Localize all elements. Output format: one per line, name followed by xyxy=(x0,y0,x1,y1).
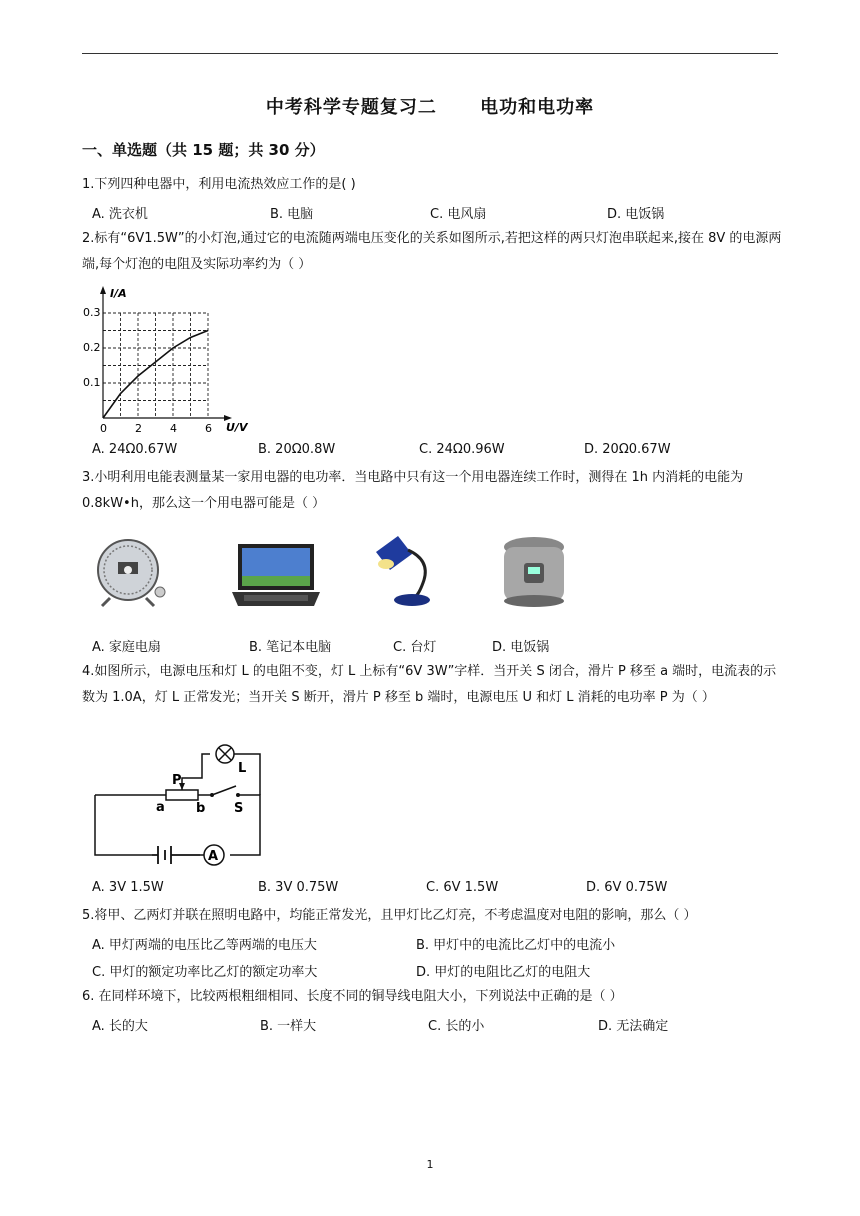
switch-blade xyxy=(212,786,236,795)
option-c[interactable]: C. 24Ω0.96W xyxy=(419,442,505,457)
option-c[interactable]: C. 6V 1.5W xyxy=(426,880,499,895)
battery-symbol xyxy=(152,846,200,864)
option-a[interactable]: A. 家庭电扇 xyxy=(92,640,161,655)
label-p: P xyxy=(172,773,182,788)
desk-lamp-image xyxy=(368,530,438,610)
title-part2: 电功和电功率 xyxy=(480,97,595,118)
fan-image xyxy=(92,532,172,612)
title-part1: 中考科学专题复习二 xyxy=(265,97,437,118)
question-1-stem: 1.下列四种电器中，利用电流热效应工作的是( ) xyxy=(82,177,356,192)
slider-wire xyxy=(182,754,210,790)
option-c[interactable]: C. 台灯 xyxy=(393,640,437,655)
question-5-stem: 5.将甲、乙两灯并联在照明电路中，均能正常发光，且甲灯比乙灯亮，不考虑温度对电阻的影响，那么（ ） xyxy=(82,908,697,923)
option-a[interactable]: A. 24Ω0.67W xyxy=(92,442,178,457)
y-axis-arrow xyxy=(100,286,106,294)
option-b[interactable]: B. 甲灯中的电流比乙灯中的电流小 xyxy=(416,938,616,953)
option-c[interactable]: C. 长的小 xyxy=(428,1019,485,1034)
x-tick-label: 0 xyxy=(100,422,107,433)
header-rule xyxy=(82,53,778,54)
question-5-options-row1 xyxy=(92,934,782,954)
option-d[interactable]: D. 20Ω0.67W xyxy=(584,442,671,457)
y-tick-label: 0.3 xyxy=(83,306,101,319)
x-tick-label: 2 xyxy=(135,422,142,433)
graph-grid xyxy=(103,313,208,418)
page-number: 1 xyxy=(426,1158,434,1171)
ammeter-label: A xyxy=(208,849,219,864)
option-a[interactable]: A. 长的大 xyxy=(92,1019,148,1034)
page-title xyxy=(0,93,860,119)
option-c[interactable]: C. 甲灯的额定功率比乙灯的额定功率大 xyxy=(92,965,318,980)
option-a[interactable]: A. 甲灯两端的电压比乙等两端的电压大 xyxy=(92,938,317,953)
option-a[interactable]: A. 洗衣机 xyxy=(92,207,148,222)
wire xyxy=(95,795,152,855)
rheostat xyxy=(166,790,198,800)
question-2-options xyxy=(92,442,782,462)
option-b[interactable]: B. 20Ω0.8W xyxy=(258,442,336,457)
label-a: a xyxy=(156,800,165,815)
option-d[interactable]: D. 无法确定 xyxy=(598,1019,669,1034)
option-a[interactable]: A. 3V 1.5W xyxy=(92,880,164,895)
label-l: L xyxy=(238,761,247,776)
question-4-options xyxy=(92,880,782,900)
circuit-diagram xyxy=(88,740,273,870)
section-heading: 一、单选题（共 15 题；共 30 分） xyxy=(82,141,325,159)
question-6-options xyxy=(92,1015,782,1035)
question-3-stem: 3.小明利用电能表测量某一家用电器的电功率．当电路中只有这一个用电器连续工作时，测得在 1h 内消耗的电能为 0.8kW•h，那么这一个用电器可能是（ ） xyxy=(82,470,744,511)
option-c[interactable]: C. 电风扇 xyxy=(430,207,487,222)
question-3-options xyxy=(92,636,782,656)
option-d[interactable]: D. 甲灯的电阻比乙灯的电阻大 xyxy=(416,965,591,980)
question-6-stem: 6. 在同样环境下，比较两根粗细相同、长度不同的铜导线电阻大小，下列说法中正确的是（ ） xyxy=(82,989,623,1004)
option-d[interactable]: D. 电饭锅 xyxy=(607,207,665,222)
y-tick-label: 0.2 xyxy=(83,341,101,354)
x-tick-label: 4 xyxy=(170,422,177,433)
option-b[interactable]: B. 电脑 xyxy=(270,207,314,222)
option-b[interactable]: B. 3V 0.75W xyxy=(258,880,339,895)
label-b: b xyxy=(196,801,206,816)
laptop-image xyxy=(230,540,322,610)
x-tick-label: 6 xyxy=(205,422,212,433)
option-b[interactable]: B. 笔记本电脑 xyxy=(249,640,332,655)
question-1-options xyxy=(92,203,782,223)
current-voltage-graph xyxy=(80,283,255,433)
option-d[interactable]: D. 电饭锅 xyxy=(492,640,550,655)
y-tick-label: 0.1 xyxy=(83,376,101,389)
option-d[interactable]: D. 6V 0.75W xyxy=(586,880,668,895)
question-4-stem: 4.如图所示，电源电压和灯 L 的电阻不变，灯 L 上标有“6V 3W”字样．当开关 S 闭合，滑片 P 移至 a 端时，电流表的示数为 1.0A，灯 L 正常发光；当开关 S 断开，滑片 P 移至 b 端时，电源电压 U 和灯 L 消耗的电功率 P 为（ ） xyxy=(82,664,777,705)
option-b[interactable]: B. 一样大 xyxy=(260,1019,317,1034)
rice-cooker-image xyxy=(494,533,574,613)
label-s: S xyxy=(234,801,244,816)
y-axis-label: I/A xyxy=(110,287,127,300)
x-axis-label: U/V xyxy=(226,421,248,433)
question-5-options-row2 xyxy=(92,961,782,981)
question-2-stem: 2.标有“6V1.5W”的小灯泡,通过它的电流随两端电压变化的关系如图所示,若把这样的两只灯泡串联起来,接在 8V 的电源两端,每个灯泡的电阻及实际功率约为（ ） xyxy=(82,231,782,272)
